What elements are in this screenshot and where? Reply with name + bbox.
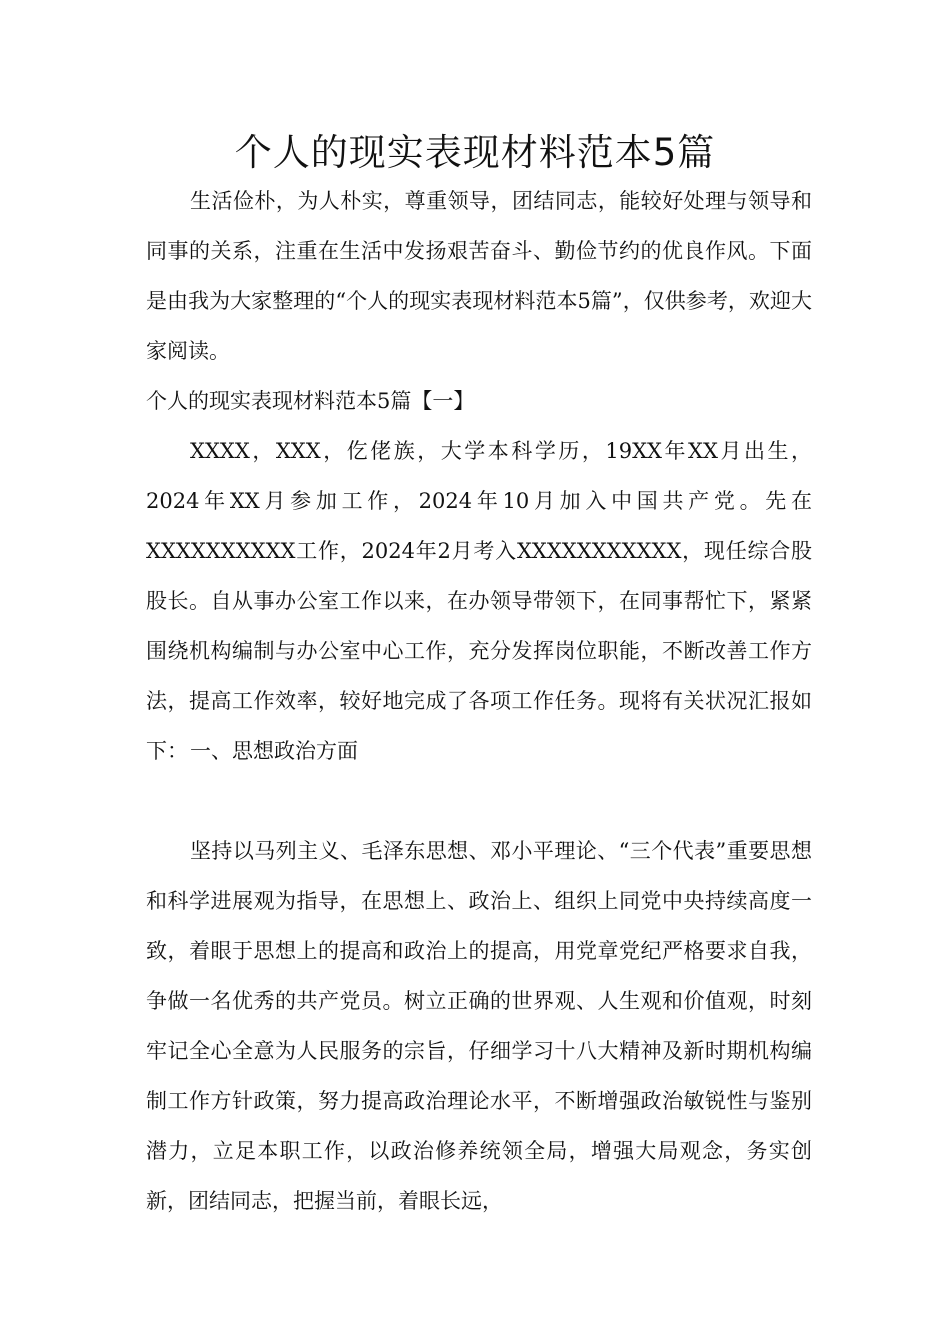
bio-paragraph: XXXX，XXX，仡佬族，大学本科学历，19XX年XX月出生，2024年XX月参加工作，2024年10月加入中国共产党。先在XXXXXXXXXX工作，2024年2月考入XXXXXXXXXXX，现任综合股股长。自从事办公室工作以来，在办领导带领下，在同事帮忙下，紧紧围绕机构编制与办公室中心工作，充分发挥岗位职能，不断改善工作方法，提高工作效率，较好地完成了各项工作任务。现将有关状况汇报如下： (146, 439, 812, 763)
document-title: 个人的现实表现材料范本5篇 (234, 131, 716, 174)
politics-paragraph: 坚持以马列主义、毛泽东思想、邓小平理论、“三个代表”重要思想和科学进展观为指导，在思想上、政治上、组织上同党中央持续高度一致，着眼于思想上的提高和政治上的提高，用党章党纪严格要求自我，争做一名优秀的共产党员。树立正确的世界观、人生观和价值观，时刻牢记全心全意为人民服务的宗旨，仔细学习十八大精神及新时期机构编制工作方针政策，努力提高政治理论水平，不断增强政治敏锐性与鉴别潜力，立足本职工作，以政治修养统领全局，增强大局观念，务实创新，团结同志，把握当前，着眼长远， (146, 839, 812, 1213)
section-heading: 个人的现实表现材料范本5篇【一】 (146, 389, 475, 413)
intro-paragraph: 生活俭朴，为人朴实，尊重领导，团结同志，能较好处理与领导和同事的关系，注重在生活中发扬艰苦奋斗、勤俭节约的优良作风。下面是由我为大家整理的“个人的现实表现材料范本5篇”，仅供参考，欢迎大家阅读。 (146, 189, 812, 363)
sub-heading-politics: 一、思想政治方面 (190, 739, 358, 763)
